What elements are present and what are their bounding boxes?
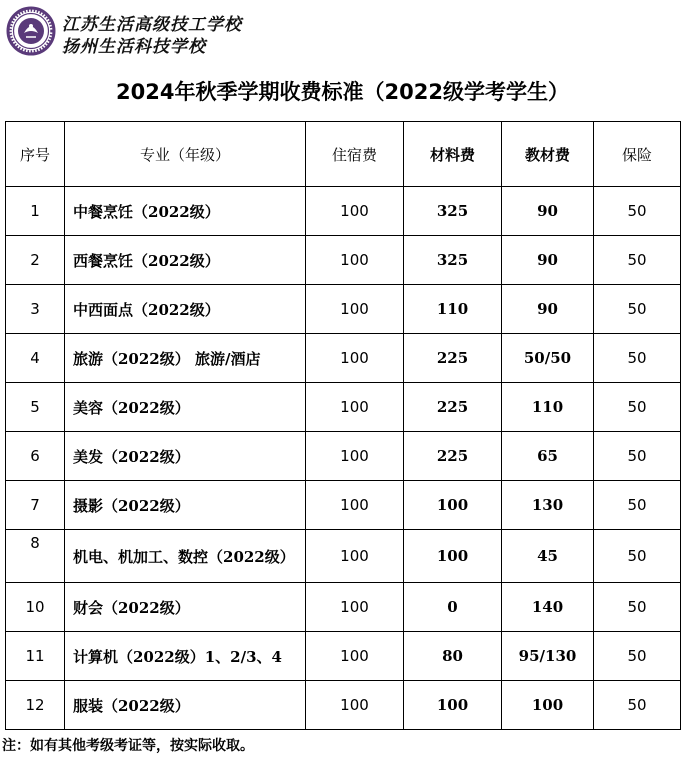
cell-materials: 80 [404,632,502,681]
cell-materials: 100 [404,681,502,730]
cell-major: 机电、机加工、数控（2022级） [65,530,306,583]
cell-materials: 100 [404,481,502,530]
cell-insurance: 50 [594,285,681,334]
cell-materials: 225 [404,432,502,481]
cell-lodging: 100 [306,583,404,632]
school-seal-logo-icon [6,6,56,56]
header-major: 专业（年级） [65,122,306,187]
cell-textbook: 130 [502,481,594,530]
cell-index: 11 [6,632,65,681]
cell-materials: 100 [404,530,502,583]
table-row [6,285,681,334]
cell-lodging: 100 [306,681,404,730]
cell-lodging: 100 [306,432,404,481]
cell-index: 3 [6,285,65,334]
cell-textbook: 110 [502,383,594,432]
cell-major: 中西面点（2022级） [65,285,306,334]
school-header [6,6,306,56]
cell-major: 中餐烹饪（2022级） [65,187,306,236]
page-title: 2024年秋季学期收费标准（2022级学考学生） [116,80,569,104]
cell-insurance: 50 [594,583,681,632]
cell-textbook: 90 [502,236,594,285]
cell-index: 2 [6,236,65,285]
cell-major: 美容（2022级） [65,383,306,432]
cell-lodging: 100 [306,383,404,432]
cell-textbook: 65 [502,432,594,481]
cell-insurance: 50 [594,530,681,583]
cell-materials: 325 [404,236,502,285]
table-row [6,583,681,632]
cell-textbook: 90 [502,285,594,334]
cell-major: 计算机（2022级）1、2/3、4 [65,632,306,681]
cell-textbook: 50/50 [502,334,594,383]
cell-index: 4 [6,334,65,383]
cell-insurance: 50 [594,236,681,285]
table-row [6,632,681,681]
cell-lodging: 100 [306,632,404,681]
fee-table [5,121,681,730]
cell-textbook: 45 [502,530,594,583]
cell-index: 10 [6,583,65,632]
cell-index: 12 [6,681,65,730]
cell-insurance: 50 [594,334,681,383]
header-materials: 材料费 [404,122,502,187]
cell-textbook: 140 [502,583,594,632]
header-insurance: 保险 [594,122,681,187]
cell-lodging: 100 [306,334,404,383]
cell-major: 摄影（2022级） [65,481,306,530]
cell-insurance: 50 [594,681,681,730]
cell-materials: 0 [404,583,502,632]
cell-index: 5 [6,383,65,432]
school-name-line1: 江苏生活高级技工学校 [62,15,242,35]
cell-major: 美发（2022级） [65,432,306,481]
cell-materials: 110 [404,285,502,334]
cell-major: 财会（2022级） [65,583,306,632]
cell-insurance: 50 [594,481,681,530]
cell-lodging: 100 [306,187,404,236]
cell-major: 服装（2022级） [65,681,306,730]
cell-lodging: 100 [306,481,404,530]
cell-index: 6 [6,432,65,481]
table-header-row [6,122,681,187]
cell-index: 8 [6,530,65,583]
table-row [6,681,681,730]
cell-materials: 225 [404,383,502,432]
cell-major: 西餐烹饪（2022级） [65,236,306,285]
cell-lodging: 100 [306,236,404,285]
table-row [6,481,681,530]
header-textbook: 教材费 [502,122,594,187]
cell-insurance: 50 [594,632,681,681]
cell-lodging: 100 [306,285,404,334]
header-lodging: 住宿费 [306,122,404,187]
cell-lodging: 100 [306,530,404,583]
cell-insurance: 50 [594,187,681,236]
cell-textbook: 90 [502,187,594,236]
table-row [6,530,681,583]
table-row [6,383,681,432]
school-name-line2: 扬州生活科技学校 [62,37,206,57]
cell-materials: 325 [404,187,502,236]
cell-textbook: 100 [502,681,594,730]
cell-major: 旅游（2022级） 旅游/酒店 [65,334,306,383]
cell-insurance: 50 [594,432,681,481]
cell-materials: 225 [404,334,502,383]
header-index: 序号 [6,122,65,187]
table-row [6,432,681,481]
cell-insurance: 50 [594,383,681,432]
footnote: 注：如有其他考级考证等，按实际收取。 [2,738,254,754]
cell-index: 7 [6,481,65,530]
table-row [6,334,681,383]
cell-index: 1 [6,187,65,236]
table-row [6,187,681,236]
cell-textbook: 95/130 [502,632,594,681]
table-row [6,236,681,285]
